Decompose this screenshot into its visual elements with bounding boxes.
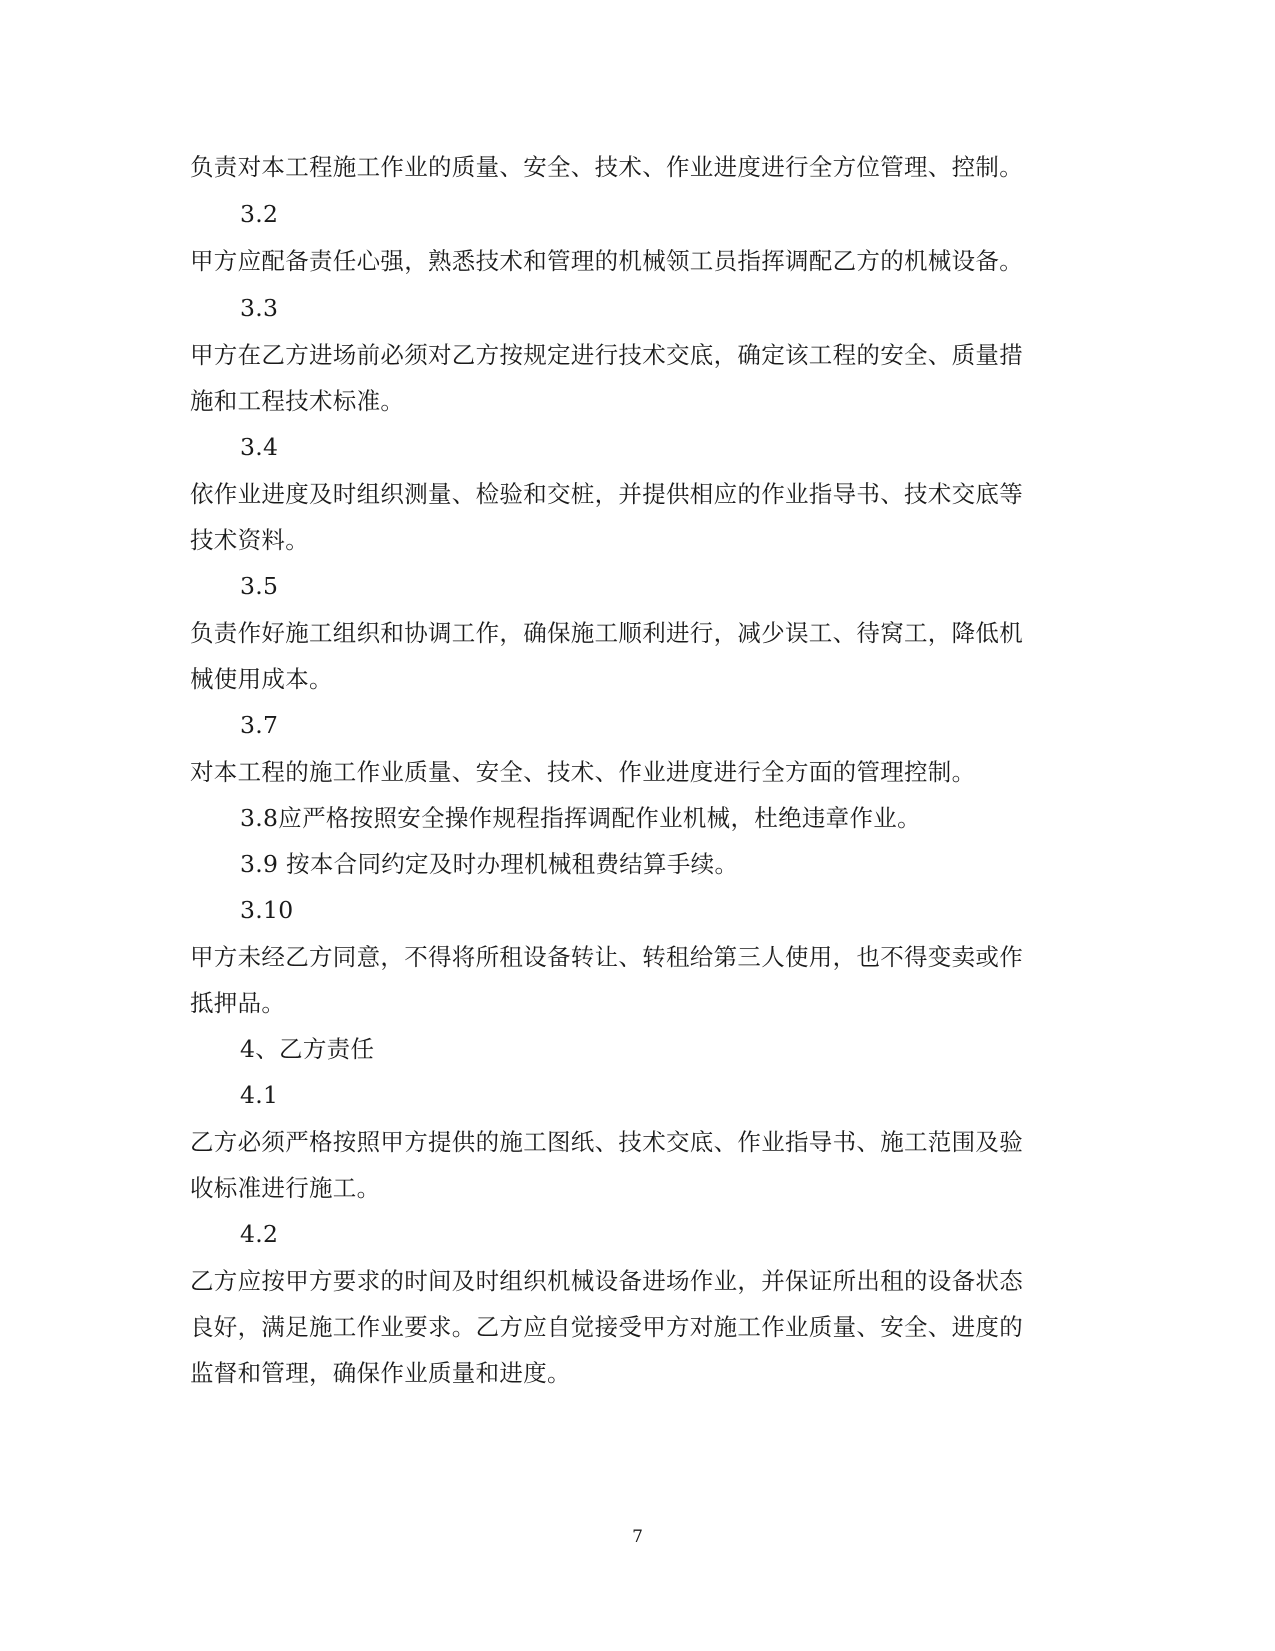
text-line: 收标准进行施工。 — [190, 1174, 381, 1202]
text-line: 负责对本工程施工作业的质量、安全、技术、作业进度进行全方位管理、控制。 — [190, 153, 1023, 181]
text-line: 对本工程的施工作业质量、安全、技术、作业进度进行全方面的管理控制。 — [190, 758, 976, 786]
text-line: 技术资料。 — [190, 526, 309, 554]
page-number: 7 — [632, 1527, 643, 1547]
text-line: 甲方应配备责任心强，熟悉技术和管理的机械领工员指挥调配乙方的机械设备。 — [190, 247, 1023, 275]
text-line: 负责作好施工组织和协调工作，确保施工顺利进行，减少误工、待窝工，降低机 — [190, 619, 1023, 647]
text-line: 3.8应严格按照安全操作规程指挥调配作业机械，杜绝违章作业。 — [240, 804, 921, 832]
text-line: 乙方必须严格按照甲方提供的施工图纸、技术交底、作业指导书、施工范围及验 — [190, 1128, 1023, 1156]
clause-number: 3.4 — [240, 433, 279, 461]
text-line: 依作业进度及时组织测量、检验和交桩，并提供相应的作业指导书、技术交底等 — [190, 480, 1023, 508]
clause-number: 4.2 — [240, 1220, 279, 1248]
text-line: 良好，满足施工作业要求。乙方应自觉接受甲方对施工作业质量、安全、进度的 — [190, 1313, 1023, 1341]
clause-number: 3.7 — [240, 711, 279, 739]
text-line: 监督和管理，确保作业质量和进度。 — [190, 1359, 571, 1387]
text-line: 3.9 按本合同约定及时办理机械租费结算手续。 — [240, 850, 739, 878]
clause-number: 3.10 — [240, 896, 294, 924]
section-heading: 4、乙方责任 — [240, 1035, 375, 1063]
clause-number: 3.3 — [240, 294, 279, 322]
clause-number: 3.2 — [240, 200, 279, 228]
text-line: 甲方未经乙方同意，不得将所租设备转让、转租给第三人使用，也不得变卖或作 — [190, 943, 1023, 971]
clause-number: 4.1 — [240, 1081, 279, 1109]
text-line: 甲方在乙方进场前必须对乙方按规定进行技术交底，确定该工程的安全、质量措 — [190, 341, 1023, 369]
text-line: 乙方应按甲方要求的时间及时组织机械设备进场作业，并保证所出租的设备状态 — [190, 1267, 1023, 1295]
text-line: 抵押品。 — [190, 989, 286, 1017]
text-line: 施和工程技术标准。 — [190, 387, 405, 415]
clause-number: 3.5 — [240, 572, 279, 600]
text-line: 械使用成本。 — [190, 665, 333, 693]
